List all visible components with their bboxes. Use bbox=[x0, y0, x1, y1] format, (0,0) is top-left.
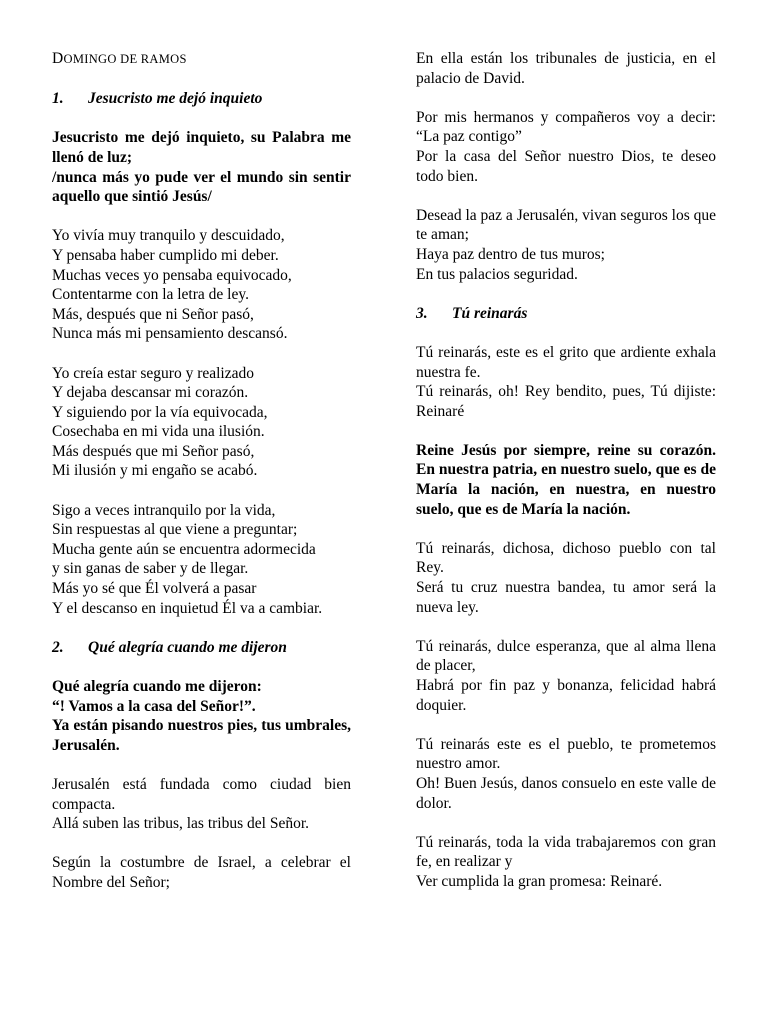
page-title bbox=[52, 49, 351, 70]
stanza-line: Mi ilusión y mi engaño se acabó. bbox=[52, 462, 258, 480]
stanza-line: Desead la paz a Jerusalén, vivan seguros los que te aman; bbox=[416, 206, 716, 244]
stanza-line: Cosechaba en mi vida una ilusión. bbox=[52, 423, 265, 441]
stanza-line: Haya paz dentro de tus muros; bbox=[416, 245, 605, 263]
song-2-chorus bbox=[52, 677, 351, 755]
song-1-heading bbox=[52, 89, 351, 109]
stanza-line: En ella están los tribunales de justicia, en el palacio de David. bbox=[416, 50, 716, 87]
right-column bbox=[416, 49, 716, 892]
stanza-line: Yo vivía muy tranquilo y descuidado, bbox=[52, 227, 285, 245]
song-1-stanza-3 bbox=[52, 501, 351, 619]
stanza-line: Tú reinarás, toda la vida trabajaremos con gran fe, en realizar y bbox=[416, 833, 716, 871]
song-2-title: Qué alegría cuando me dijeron bbox=[88, 638, 287, 656]
stanza-line: Nunca más mi pensamiento descansó. bbox=[52, 325, 288, 343]
song-2-stanza-2-start bbox=[52, 853, 351, 892]
song-2-number: 2. bbox=[52, 638, 64, 656]
stanza-line: y sin ganas de saber y de llegar. bbox=[52, 560, 249, 578]
stanza-line: Jerusalén está fundada como ciudad bien compacta. bbox=[52, 775, 351, 813]
stanza-line: Será tu cruz nuestra bandea, tu amor será la nueva ley. bbox=[416, 579, 716, 616]
stanza-line: Sin respuestas al que viene a preguntar; bbox=[52, 521, 298, 539]
page-title-rest: OMINGO DE RAMOS bbox=[63, 52, 187, 66]
song-1-chorus-line: Jesucristo me dejó inquieto, su Palabra me llenó de luz; bbox=[52, 129, 351, 166]
stanza-line: Y dejaba descansar mi corazón. bbox=[52, 384, 249, 402]
song-3-chorus-line: Reine Jesús por siempre, reine su corazón. En nuestra patria, en nuestro suelo, que es de María la nación, en nuestra, en nuestro suelo, que es de María la nación. bbox=[416, 441, 716, 518]
song-3-stanza-1 bbox=[416, 343, 716, 421]
song-3-stanza-5 bbox=[416, 833, 716, 892]
song-2-stanza-1 bbox=[52, 775, 351, 834]
stanza-line: Más después que mi Señor pasó, bbox=[52, 442, 255, 460]
stanza-line: Contentarme con la letra de ley. bbox=[52, 286, 249, 304]
stanza-line: Y siguiendo por la vía equivocada, bbox=[52, 403, 268, 421]
song-2-stanza-4 bbox=[416, 206, 716, 284]
stanza-line: Según la costumbre de Israel, a celebrar el Nombre del Señor; bbox=[52, 854, 351, 891]
song-3-stanza-2 bbox=[416, 539, 716, 617]
stanza-line: Sigo a veces intranquilo por la vida, bbox=[52, 501, 276, 519]
stanza-line: Tú reinarás, oh! Rey bendito, pues, Tú dijiste: Reinaré bbox=[416, 383, 716, 420]
stanza-line: Yo creía estar seguro y realizado bbox=[52, 364, 254, 382]
stanza-line: Más, después que ni Señor pasó, bbox=[52, 305, 254, 323]
stanza-line: Y el descanso en inquietud Él va a cambiar. bbox=[52, 599, 323, 617]
stanza-line: Más yo sé que Él volverá a pasar bbox=[52, 580, 257, 598]
song-3-heading bbox=[416, 304, 716, 324]
stanza-line: Por la casa del Señor nuestro Dios, te deseo todo bien. bbox=[416, 147, 716, 185]
song-2-stanza-3 bbox=[416, 108, 716, 186]
song-3-stanza-4 bbox=[416, 735, 716, 813]
stanza-line: Tú reinarás, dichosa, dichoso pueblo con tal Rey. bbox=[416, 539, 716, 577]
song-1-number: 1. bbox=[52, 90, 64, 108]
song-2-chorus-line: Qué alegría cuando me dijeron: bbox=[52, 678, 262, 695]
stanza-line: Muchas veces yo pensaba equivocado, bbox=[52, 266, 292, 284]
stanza-line: Por mis hermanos y compañeros voy a decir: “La paz contigo” bbox=[416, 108, 716, 146]
song-1-stanza-1 bbox=[52, 226, 351, 344]
stanza-line: Tú reinarás, dulce esperanza, que al alma llena de placer, bbox=[416, 637, 716, 675]
song-3-chorus bbox=[416, 441, 716, 519]
song-2-stanza-2-end bbox=[416, 49, 716, 88]
song-1-chorus-line: /nunca más yo pude ver el mundo sin sentir aquello que sintió Jesús/ bbox=[52, 168, 351, 206]
left-column bbox=[52, 49, 351, 893]
song-2-chorus-line: “! Vamos a la casa del Señor!”. bbox=[52, 697, 256, 715]
song-1-chorus bbox=[52, 128, 351, 206]
stanza-line: Habrá por fin paz y bonanza, felicidad habrá doquier. bbox=[416, 677, 716, 714]
song-1-title: Jesucristo me dejó inquieto bbox=[88, 90, 263, 108]
stanza-line: Y pensaba haber cumplido mi deber. bbox=[52, 246, 279, 264]
page-title-initial: D bbox=[52, 50, 64, 67]
song-2-chorus-line: Ya están pisando nuestros pies, tus umbrales, Jerusalén. bbox=[52, 717, 351, 754]
stanza-line: Tú reinarás, este es el grito que ardiente exhala nuestra fe. bbox=[416, 343, 716, 381]
song-3-stanza-3 bbox=[416, 637, 716, 715]
song-1-stanza-2 bbox=[52, 364, 351, 482]
song-3-number: 3. bbox=[416, 304, 428, 322]
stanza-line: Allá suben las tribus, las tribus del Señor. bbox=[52, 815, 310, 833]
stanza-line: Oh! Buen Jesús, danos consuelo en este valle de dolor. bbox=[416, 774, 716, 812]
stanza-line: Tú reinarás este es el pueblo, te prometemos nuestro amor. bbox=[416, 735, 716, 773]
song-3-title: Tú reinarás bbox=[452, 304, 528, 322]
stanza-line: Mucha gente aún se encuentra adormecida bbox=[52, 540, 316, 558]
stanza-line: En tus palacios seguridad. bbox=[416, 265, 578, 283]
stanza-line: Ver cumplida la gran promesa: Reinaré. bbox=[416, 872, 663, 890]
song-2-heading bbox=[52, 638, 351, 658]
